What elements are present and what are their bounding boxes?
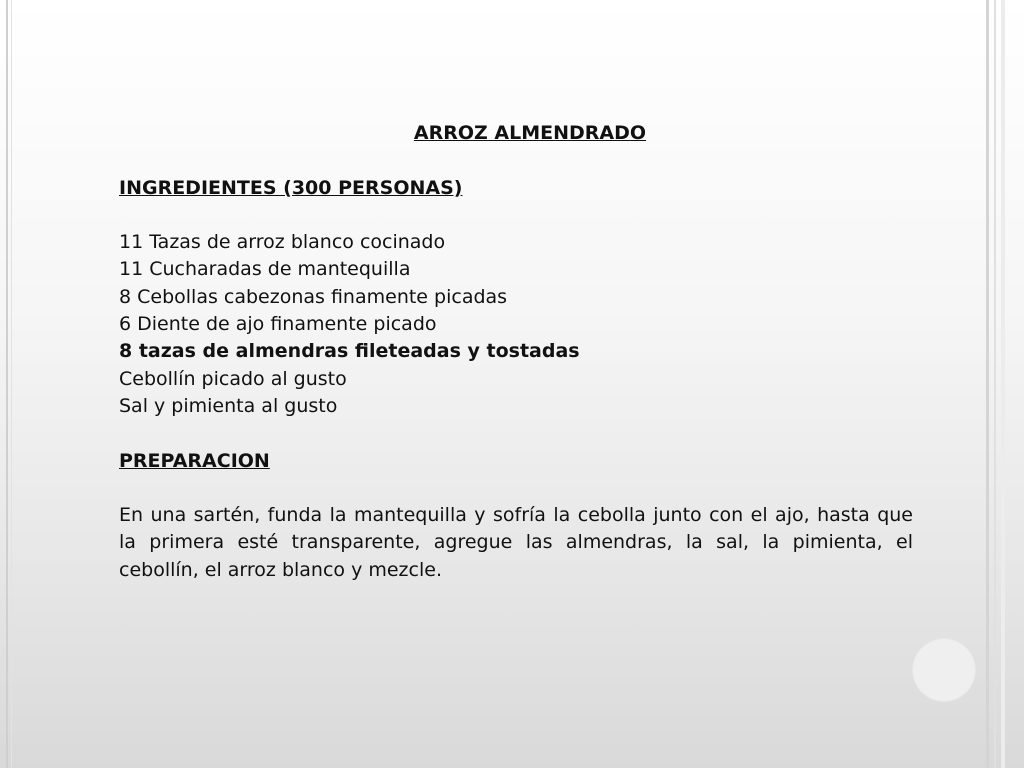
right-border-line-outer [1001, 0, 1005, 768]
ingredient-item: 11 Cucharadas de mantequilla [119, 258, 411, 281]
ingredient-item: 6 Diente de ajo finamente picado [119, 313, 437, 336]
right-border-line [986, 0, 989, 768]
ingredient-item: 8 tazas de almendras fileteadas y tostadas [119, 340, 580, 363]
ingredient-item: 8 Cebollas cabezonas finamente picadas [119, 285, 508, 308]
ingredient-item: 11 Tazas de arroz blanco cocinado [119, 231, 446, 254]
right-border-line-middle [994, 0, 996, 768]
recipe-title: ARROZ ALMENDRADO [413, 122, 647, 144]
left-border-line-inner [11, 0, 12, 768]
slide-content [119, 120, 913, 584]
ingredients-list [119, 229, 913, 420]
preparation-paragraph: En una sartén, funda la mantequilla y sofría la cebolla junto con el ajo, hasta que la primera esté transparente, agregue las almendras, la sal, la pimienta, el cebollín, el arroz blanco y mezcle. [119, 504, 913, 581]
ingredients-heading: INGREDIENTES (300 PERSONAS) [119, 176, 463, 199]
ingredient-item: Sal y pimienta al gusto [119, 394, 338, 417]
preparation-heading: PREPARACION [119, 449, 270, 472]
decorative-circle [913, 639, 975, 701]
left-border-line [6, 0, 8, 768]
ingredient-item: Cebollín picado al gusto [119, 367, 347, 390]
